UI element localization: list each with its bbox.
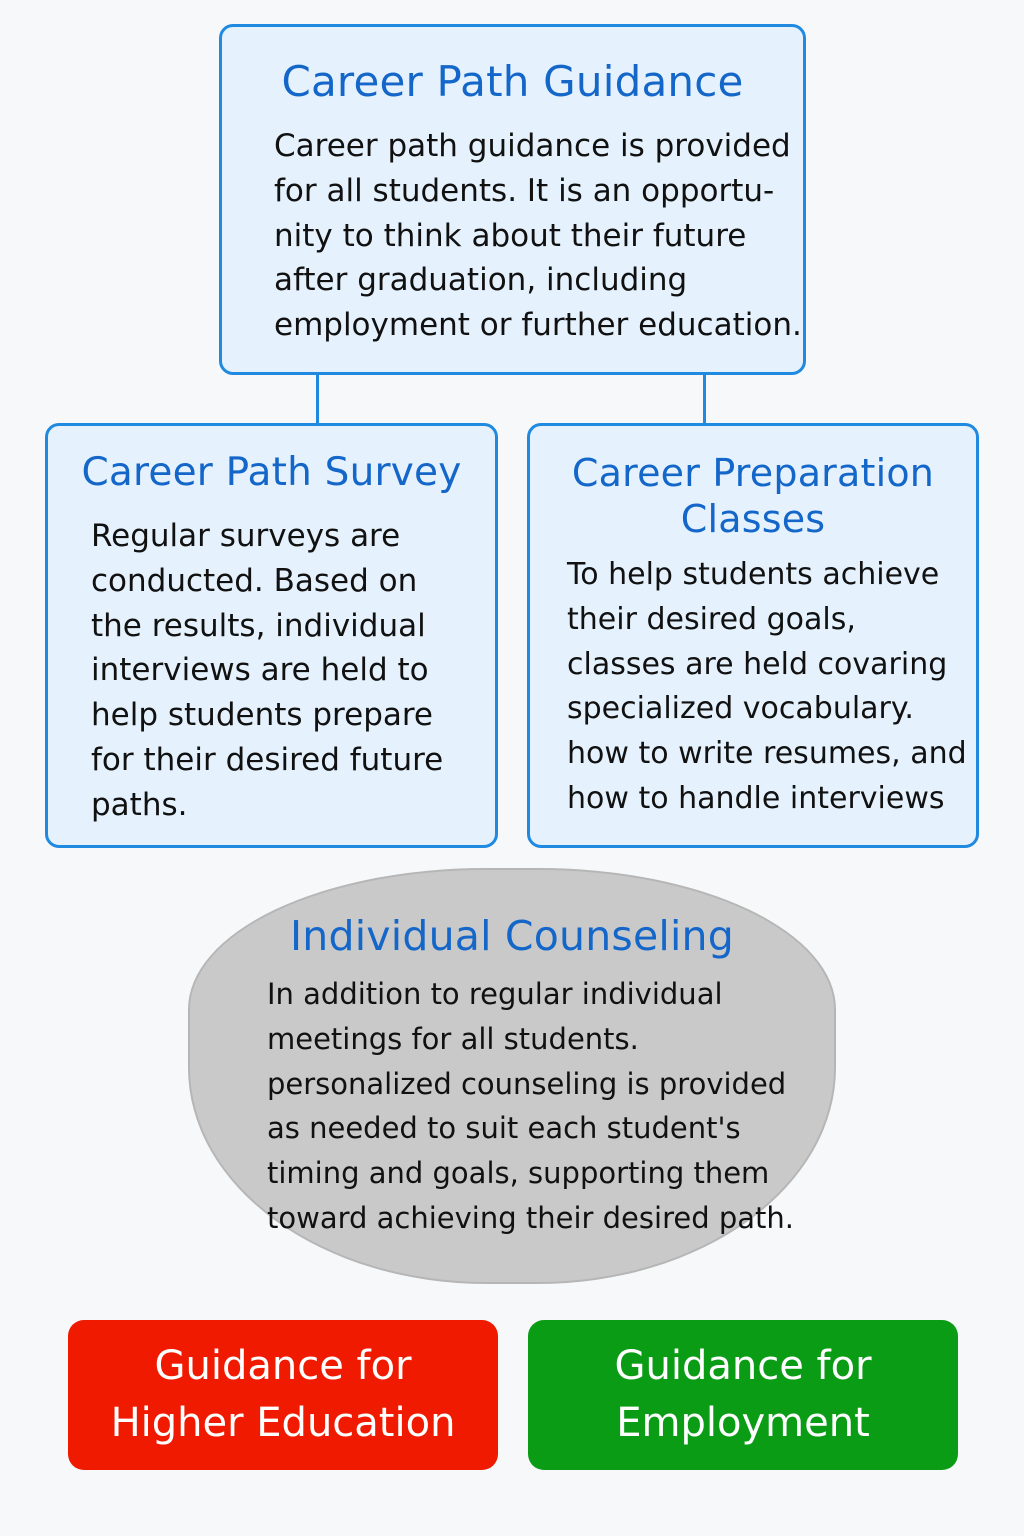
career-preparation-classes-box bbox=[527, 423, 979, 848]
connector-main-to-prep bbox=[703, 373, 706, 425]
career-path-survey-text: Regular surveys are conducted. Based on the results, individual interviews are held to help students prepare for their desired future paths. bbox=[91, 518, 444, 823]
guidance-employment-button[interactable] bbox=[528, 1320, 958, 1470]
guidance-higher-education-label: Guidance for Higher Education bbox=[110, 1343, 456, 1446]
connector-main-to-survey bbox=[316, 373, 319, 425]
career-preparation-classes-text: To help students achieve their desired goals, classes are held covaring specialized vocabulary. how to write resumes, and how to handle interviews bbox=[567, 557, 967, 816]
career-path-guidance-box bbox=[219, 24, 806, 375]
career-path-guidance-title: Career Path Guidance bbox=[281, 57, 744, 106]
career-path-survey-title: Career Path Survey bbox=[81, 450, 462, 495]
individual-counseling-text: In addition to regular individual meetings for all students. personalized counseling is provided as needed to suit each student's timing and goals, supporting them toward achieving their desired path. bbox=[267, 977, 794, 1235]
career-path-guidance-text: Career path guidance is provided for all students. It is an opportu- nity to think about their future after graduation, including employment or further education. bbox=[274, 128, 802, 344]
guidance-employment-label: Guidance for Employment bbox=[614, 1343, 872, 1446]
individual-counseling-title: Individual Counseling bbox=[290, 912, 734, 960]
career-path-survey-box bbox=[45, 423, 498, 848]
guidance-higher-education-button[interactable] bbox=[68, 1320, 498, 1470]
career-preparation-classes-title: Career Preparation Classes bbox=[571, 451, 935, 541]
